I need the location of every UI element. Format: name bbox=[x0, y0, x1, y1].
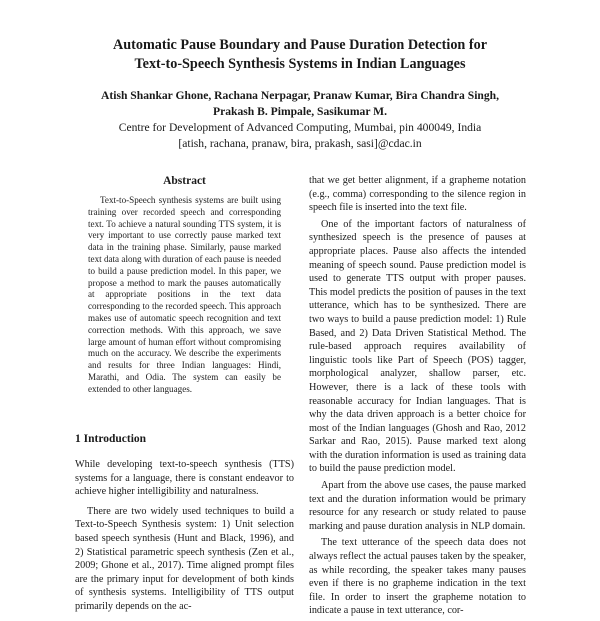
right-paragraph-1: that we get better alignment, if a grapheme notation (e.g., comma) corresponding to the silence region in speech file is inserted into the text file. bbox=[309, 175, 526, 214]
author-list bbox=[60, 88, 540, 119]
abstract-text: Text-to-Speech synthesis systems are built using training over recorded speech and corresponding text. To achieve a natural sounding TTS system, it is very important to use correctly pause marked text data in the training phase. Similarly, pause marked text data along with duration of each pause is needed to build a pause prediction model. In this paper, we propose a method to mark the pauses automatically at appropriate positions in the text data corresponding to the recorded speech. This approach makes use of automatic speech recognition and text correction methods. With this approach, we save large amount of human effort without compromising much on the accuracy. We describe the experiments and results for three Indian languages: Hindi, Marathi, and Odia. The system can easily be extended to other languages. bbox=[88, 195, 281, 394]
affiliation-block bbox=[60, 120, 540, 151]
paper-title bbox=[60, 36, 540, 74]
author-emails: [atish, rachana, pranaw, bira, prakash, sasi]@cdac.in bbox=[178, 136, 422, 150]
introduction-paragraph-1: While developing text-to-speech synthesis (TTS) systems for a language, there is constant endeavor to achieve higher intelligibility and naturalness. bbox=[75, 459, 294, 498]
right-column bbox=[309, 174, 526, 621]
introduction-heading: 1 Introduction bbox=[75, 433, 147, 445]
introduction-body bbox=[75, 458, 294, 620]
title-line-2: Text-to-Speech Synthesis Systems in Indian Languages bbox=[134, 56, 466, 72]
right-paragraph-3: Apart from the above use cases, the pause marked text and the duration information would be primary resource for any research or study related to pause marking and pause duration analysis in NLP domain. bbox=[309, 480, 526, 532]
abstract-body bbox=[88, 195, 281, 396]
abstract-heading: Abstract bbox=[163, 175, 206, 187]
authors-line-2: Prakash B. Pimpale, Sasikumar M. bbox=[212, 104, 388, 118]
introduction-paragraph-2: There are two widely used techniques to build a Text-to-Speech Synthesis system: 1) Unit selection based speech synthesis (Hunt and Black, 1996), and 2) Statistical parametric speech synthesis (Zen et al., 2009; Ghone et al., 2017). Time aligned prompt files are the primary input for development of both kinds of synthesis systems. Intelligibility of TTS output primarily depends on the ac- bbox=[75, 505, 294, 612]
authors-line-1: Atish Shankar Ghone, Rachana Nerpagar, Pranaw Kumar, Bira Chandra Singh, bbox=[100, 89, 500, 102]
title-line-1: Automatic Pause Boundary and Pause Duration Detection for bbox=[113, 37, 487, 53]
affiliation: Centre for Development of Advanced Computing, Mumbai, pin 400049, India bbox=[118, 121, 482, 134]
right-paragraph-4: The text utterance of the speech data does not always reflect the actual pauses taken by the speaker, as while recording, the speaker takes many pauses even if there is no grapheme indication in the text file. In order to insert the grapheme notation to indicate a pause in text utterance, cor- bbox=[309, 537, 526, 617]
right-paragraph-2: One of the important factors of naturalness of synthesized speech is the presence of pauses at appropriate places. Pause also affects the intended meaning of speech sound. Pause prediction model is used to generate TTS output with proper pauses. This model predicts the position of pauses in the text utterance, which has to be synthesized. There are two ways to build a pause prediction model: 1) Rule Based, and 2) Data Driven Statistical Method. The rule-based approach requires availability of linguistic tools like Part of Speech (POS) tagger, morphological analyzer, shallow parser, etc. However, there is a lack of these tools with reasonable accuracy for Indian languages. That is why the data driven approach is a better choice for most of the Indian languages (Ghosh and Rao, 2012 Sarkar and Rao, 2015). Pause marked text along with the duration information is used as training data to build the pause prediction model. bbox=[309, 218, 526, 475]
